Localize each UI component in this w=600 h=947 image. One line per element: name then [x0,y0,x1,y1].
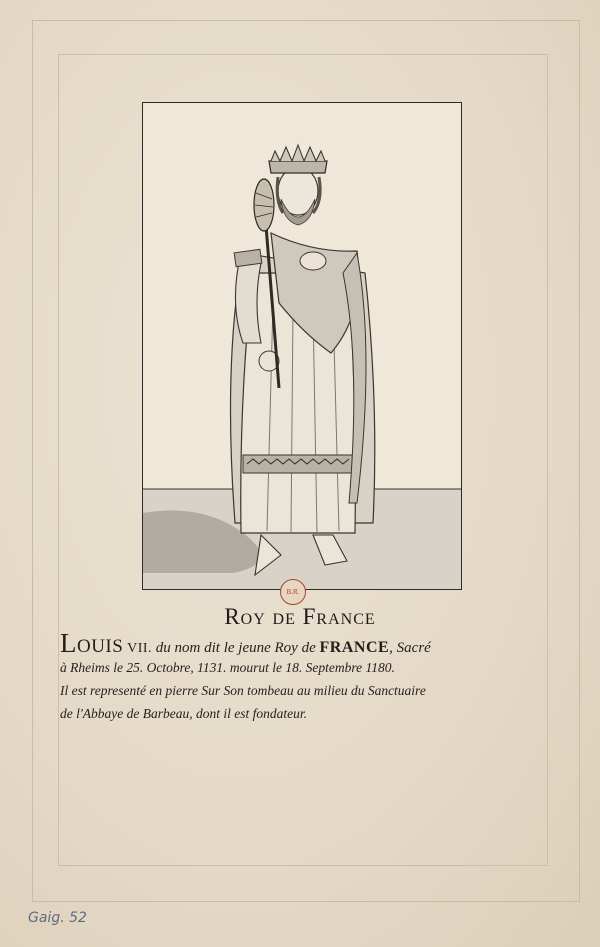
king-name: Louis [60,628,124,658]
stamp-text: B.R. [286,588,300,596]
library-stamp [280,579,306,605]
crown-band [269,161,327,173]
regnal-number: VII. [127,641,153,656]
plate-title: Roy de France [224,604,376,629]
caption-line-4: de l'Abbaye de Barbeau, dont il est fondateur. [60,706,307,721]
shelfmark-annotation: Gaig. 52 [28,910,87,926]
illustration-frame [142,102,462,590]
caption-line-1 [60,628,431,659]
caption-france: FRANCE [319,639,390,656]
caption-line-1-text: du nom dit le jeune Roy de [155,640,316,656]
right-hand [300,252,326,270]
caption-line-2: à Rheims le 25. Octobre, 1131. mourut le 18. Septembre 1180. [60,660,395,675]
crown-points [271,145,325,161]
caption-line-1-end: , Sacré [389,640,431,656]
king-figure-illustration [143,103,461,589]
caption-line-3: Il est representé en pierre Sur Son tombeau au milieu du Sanctuaire [60,683,426,698]
